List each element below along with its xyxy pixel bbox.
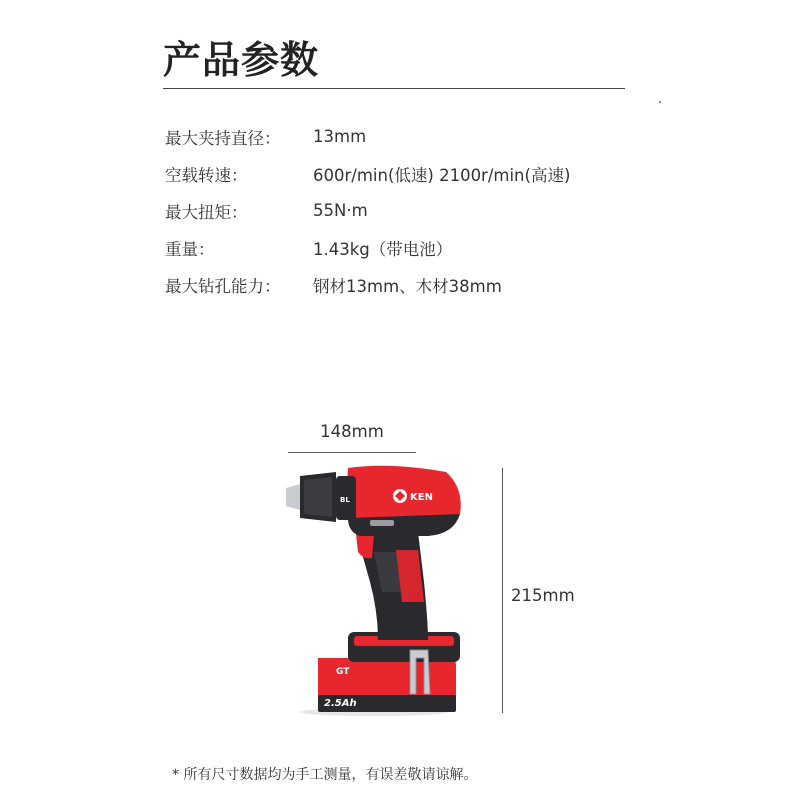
height-dimension-line — [502, 468, 503, 713]
footnote: * 所有尺寸数据均为手工测量，有误差敬请谅解。 — [172, 767, 478, 783]
trigger — [356, 534, 374, 558]
spec-row-drilling — [165, 266, 685, 303]
direction-switch — [370, 520, 394, 526]
spec-value: 1.43kg（带电池） — [313, 239, 453, 259]
title-divider — [163, 88, 625, 89]
spec-row-torque — [165, 192, 685, 229]
spec-value: 600r/min(低速) 2100r/min(高速) — [313, 165, 571, 185]
battery-mark: GT — [336, 667, 350, 677]
spec-row-speed — [165, 155, 685, 192]
width-label: 148mm — [320, 422, 384, 441]
width-dimension — [288, 422, 416, 460]
spec-label: 空载转速： — [165, 165, 248, 185]
spec-value: 钢材13mm、木材38mm — [313, 276, 502, 296]
height-label: 215mm — [511, 586, 575, 605]
spec-value: 55N·m — [313, 201, 368, 220]
spec-label: 最大扭矩： — [165, 202, 248, 222]
drill-image — [278, 462, 468, 718]
spec-row-chuck — [165, 118, 685, 155]
body-mark: BL — [340, 496, 350, 504]
spec-value: 13mm — [313, 127, 367, 146]
width-dimension-line — [288, 452, 416, 453]
spec-label: 最大夹持直径： — [165, 128, 281, 148]
spec-label: 重量： — [165, 239, 215, 259]
spec-row-weight — [165, 229, 685, 266]
decorative-dot — [659, 101, 661, 103]
page-title: 产品参数 — [163, 38, 320, 82]
chuck-tip — [286, 484, 300, 510]
chuck-knurl — [304, 477, 332, 517]
spec-label: 最大钻孔能力： — [165, 276, 281, 296]
brand-name: KEN — [410, 492, 433, 503]
spec-list — [165, 118, 685, 303]
battery-capacity: 2.5Ah — [324, 698, 357, 709]
